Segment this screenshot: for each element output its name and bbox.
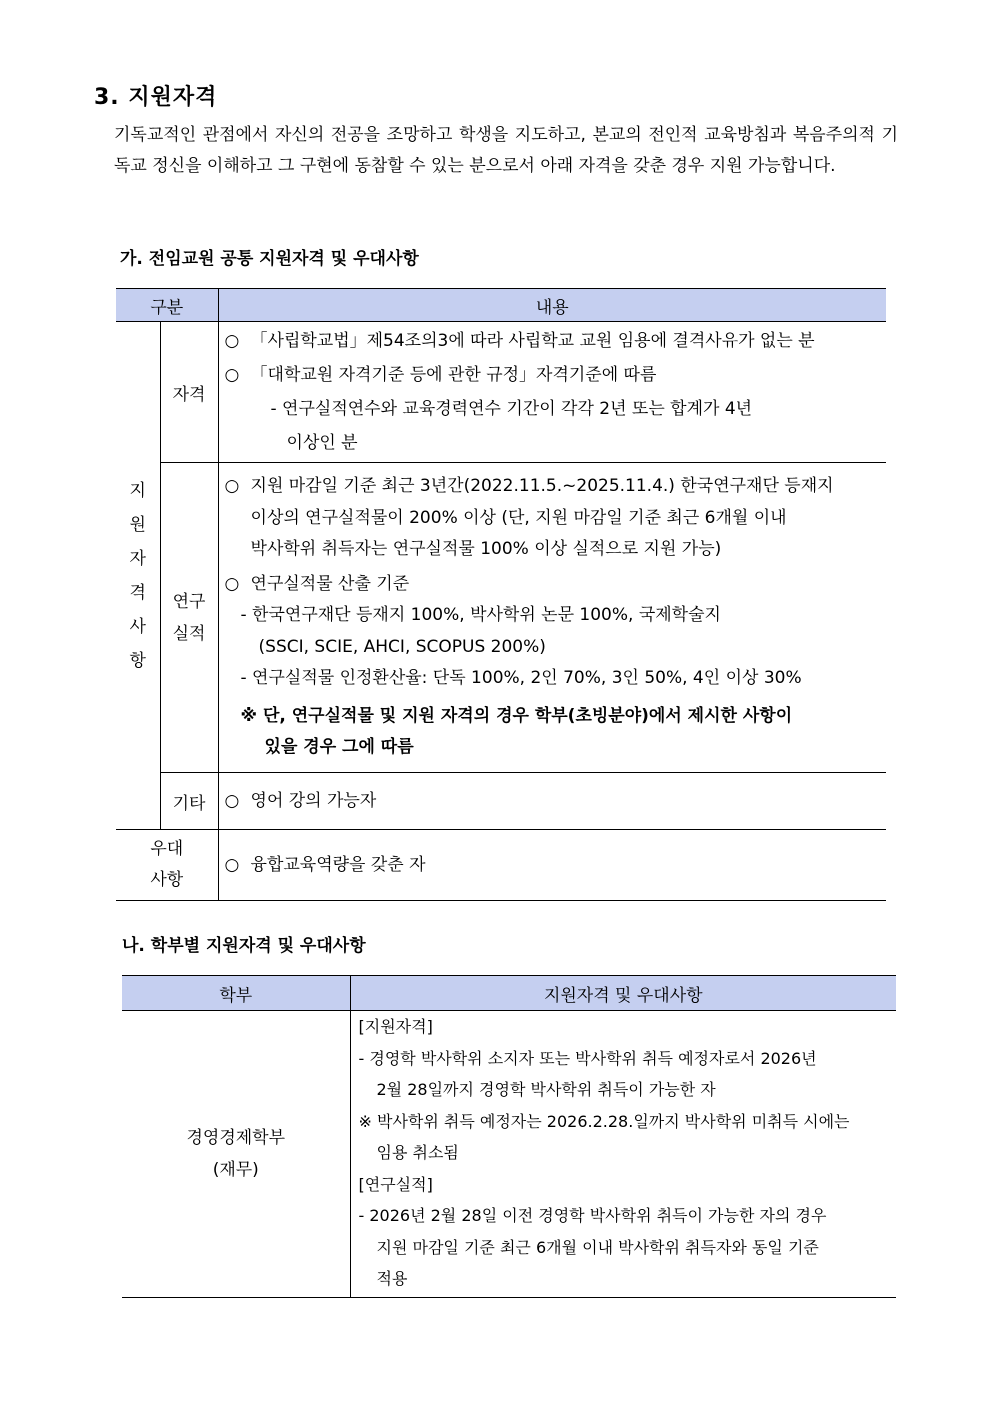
row-label-preference — [116, 830, 218, 901]
group-char: 항 — [129, 650, 146, 671]
row-content-research — [218, 463, 886, 773]
header-department: 학부 — [122, 976, 350, 1011]
requirement-note: ※ 박사학위 취득 예정자는 2026.2.28.일까지 박사학위 미취득 시에는 — [358, 1111, 850, 1131]
group-char: 자 — [129, 548, 146, 569]
department-field: (재무) — [212, 1159, 259, 1180]
header-category: 구분 — [116, 289, 218, 322]
group-label-qualification — [116, 322, 160, 830]
section-intro: 기독교적인 관점에서 자신의 전공을 조망하고 학생을 지도하고, 본교의 전인적 교육방침과 복음주의적 기독교 정신을 이해하고 그 구현에 동참할 수 있는 분으로서 아래 자격을 갖춘 경우 지원 가능합니다. — [114, 125, 898, 176]
research-subitem: - 연구실적물 인정환산율: 단독 100%, 2인 70%, 3인 50%, 4인 이상 30% — [240, 668, 802, 689]
table-a-heading: 가. 전임교원 공통 지원자격 및 우대사항 — [120, 249, 419, 269]
row-content-preference — [218, 830, 886, 901]
research-requirement-cont: 적용 — [376, 1269, 408, 1288]
department-qualification-table — [122, 975, 896, 1298]
research-heading: [연구실적] — [358, 1174, 433, 1194]
requirement-item-cont: 2월 28일까지 경영학 박사학위 취득이 가능한 자 — [376, 1080, 716, 1099]
research-note-cont: 있을 경우 그에 따름 — [264, 737, 414, 758]
bullet-icon: ○ — [224, 855, 240, 875]
research-item-cont: 이상의 연구실적물이 200% 이상 (단, 지원 마감일 기준 최근 6개월 이내 — [250, 507, 787, 528]
research-requirement-cont: 지원 마감일 기준 최근 6개월 이내 박사학위 취득자와 동일 기준 — [376, 1237, 819, 1257]
qualification-subitem: - 연구실적연수와 교육경력연수 기간이 각각 2년 또는 합계가 4년 — [270, 399, 753, 419]
row-label-other: 기타 — [160, 773, 218, 830]
header-content: 내용 — [218, 289, 886, 322]
group-char: 원 — [129, 514, 146, 535]
bullet-icon: ○ — [224, 365, 240, 385]
research-note: ※ 단, 연구실적물 및 지원 자격의 경우 학부(초빙분야)에서 제시한 사항이 — [240, 705, 793, 726]
preference-item: 융합교육역량을 갖춘 자 — [250, 855, 426, 875]
department-name: 경영경제학부 — [186, 1127, 286, 1148]
label-line: 실적 — [172, 623, 206, 644]
requirements-heading: [지원자격] — [358, 1017, 433, 1036]
bullet-icon: ○ — [224, 331, 240, 351]
research-subitem: - 한국연구재단 등재지 100%, 박사학위 논문 100%, 국제학술지 — [240, 605, 721, 626]
label-line: 사항 — [150, 870, 184, 890]
table-b-heading: 나. 학부별 지원자격 및 우대사항 — [122, 936, 366, 956]
research-item: 지원 마감일 기준 최근 3년간(2022.11.5.~2025.11.4.) 한국연구재단 등재지 — [250, 476, 834, 497]
requirements-cell — [350, 1011, 896, 1298]
research-subitem-cont: (SSCI, SCIE, AHCI, SCOPUS 200%) — [258, 636, 546, 657]
qualification-item: 「사립학교법」제54조의3에 따라 사립학교 교원 임용에 결격사유가 없는 분 — [250, 331, 815, 351]
qualification-subitem-cont: 이상인 분 — [286, 433, 358, 453]
row-content-other — [218, 773, 886, 830]
group-char: 사 — [129, 616, 146, 637]
header-requirements: 지원자격 및 우대사항 — [350, 976, 896, 1011]
requirement-note-cont: 임용 취소됨 — [376, 1143, 459, 1162]
research-requirement: - 2026년 2월 28일 이전 경영학 박사학위 취득이 가능한 자의 경우 — [358, 1206, 827, 1225]
qualification-item: 「대학교원 자격기준 등에 관한 규정」자격기준에 따름 — [250, 365, 657, 385]
row-label-qualification: 자격 — [160, 322, 218, 463]
row-label-research — [160, 463, 218, 773]
group-char: 지 — [129, 480, 146, 501]
section-title: 3. 지원자격 — [94, 85, 218, 110]
label-line: 연구 — [172, 591, 206, 612]
label-line: 우대 — [150, 839, 184, 859]
other-item: 영어 강의 가능자 — [250, 791, 377, 811]
department-cell — [122, 1011, 350, 1298]
group-char: 격 — [129, 582, 146, 603]
common-qualification-table — [116, 288, 886, 901]
bullet-icon: ○ — [224, 476, 240, 497]
research-item-cont: 박사학위 취득자는 연구실적물 100% 이상 실적으로 지원 가능) — [250, 539, 722, 560]
research-item: 연구실적물 산출 기준 — [250, 573, 410, 594]
bullet-icon: ○ — [224, 573, 240, 594]
bullet-icon: ○ — [224, 791, 240, 811]
row-content-qualification — [218, 322, 886, 463]
requirement-item: - 경영학 박사학위 소지자 또는 박사학위 취득 예정자로서 2026년 — [358, 1048, 817, 1068]
